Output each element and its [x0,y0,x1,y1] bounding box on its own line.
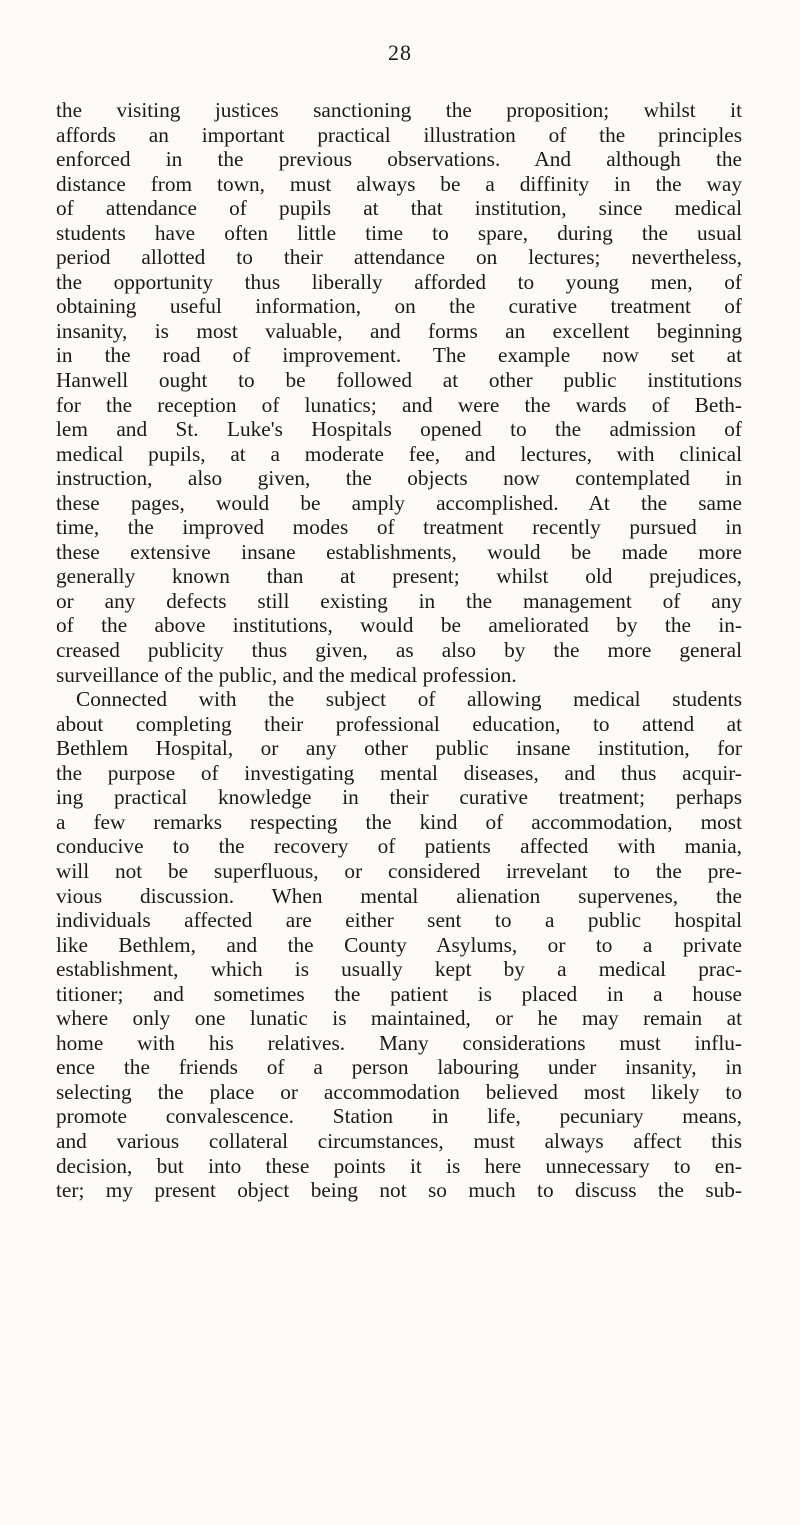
text-line: decision, but into these points it is here unnecessary to en- [56,1153,742,1178]
text-line: Bethlem Hospital, or any other public insane institution, for [56,736,742,761]
text-line: the opportunity thus liberally afforded to young men, of [56,269,742,294]
page-number: 28 [388,40,412,65]
text-line: these pages, would be amply accomplished. At the same [56,490,742,515]
text-line: Hanwell ought to be followed at other public institutions [56,368,742,393]
text-line: students have often little time to spare, during the usual [56,220,742,245]
text-line: titioner; and sometimes the patient is placed in a house [56,981,742,1006]
text-line: ing practical knowledge in their curative treatment; perhaps [56,785,742,810]
text-line: conducive to the recovery of patients affected with mania, [56,834,742,859]
text-line: like Bethlem, and the County Asylums, or to a private [56,932,742,957]
text-line: individuals affected are either sent to a public hospital [56,908,742,933]
text-line: home with his relatives. Many considerations must influ- [56,1030,742,1055]
text-line: about completing their professional education, to attend at [56,711,742,736]
text-line: medical pupils, at a moderate fee, and lectures, with clinical [56,441,742,466]
text-line: or any defects still existing in the management of any [56,588,742,613]
text-line: period allotted to their attendance on lectures; nevertheless, [56,245,742,270]
text-line: enforced in the previous observations. And although the [56,147,742,172]
text-line: will not be superfluous, or considered irrevelant to the pre- [56,858,742,883]
text-line: promote convalescence. Station in life, pecuniary means, [56,1104,742,1129]
text-line: distance from town, must always be a diffinity in the way [56,171,742,196]
text-line: surveillance of the public, and the medical profession. [56,662,517,687]
text-line: insanity, is most valuable, and forms an excellent beginning [56,318,742,343]
text-line: establishment, which is usually kept by a medical prac- [56,957,742,982]
text-line: vious discussion. When mental alienation supervenes, the [56,883,742,908]
text-line: obtaining useful information, on the curative treatment of [56,294,742,319]
text-line: where only one lunatic is maintained, or he may remain at [56,1006,742,1031]
text-line: Connected with the subject of allowing medical students [76,687,742,712]
text-line: of attendance of pupils at that institution, since medical [56,196,742,221]
text-line: for the reception of lunatics; and were the wards of Beth- [56,392,742,417]
text-line: these extensive insane establishments, would be made more [56,539,742,564]
text-line: ence the friends of a person labouring under insanity, in [56,1055,742,1080]
text-line: creased publicity thus given, as also by the more general [56,638,742,663]
text-line: selecting the place or accommodation believed most likely to [56,1079,742,1104]
text-line: affords an important practical illustration of the principles [56,122,742,147]
text-line: time, the improved modes of treatment recently pursued in [56,515,742,540]
text-line: the visiting justices sanctioning the proposition; whilst it [56,98,742,122]
body-text [56,98,742,1203]
text-line: ter; my present object being not so much to discuss the sub- [56,1178,742,1203]
text-line: of the above institutions, would be ameliorated by the in- [56,613,742,638]
text-line: the purpose of investigating mental diseases, and thus acquir- [56,760,742,785]
text-line: a few remarks respecting the kind of accommodation, most [56,809,742,834]
text-line: and various collateral circumstances, must always affect this [56,1128,742,1153]
text-line: lem and St. Luke's Hospitals opened to the admission of [56,417,742,442]
text-line: generally known than at present; whilst old prejudices, [56,564,742,589]
text-line: in the road of improvement. The example now set at [56,343,742,368]
text-line: instruction, also given, the objects now contemplated in [56,466,742,491]
